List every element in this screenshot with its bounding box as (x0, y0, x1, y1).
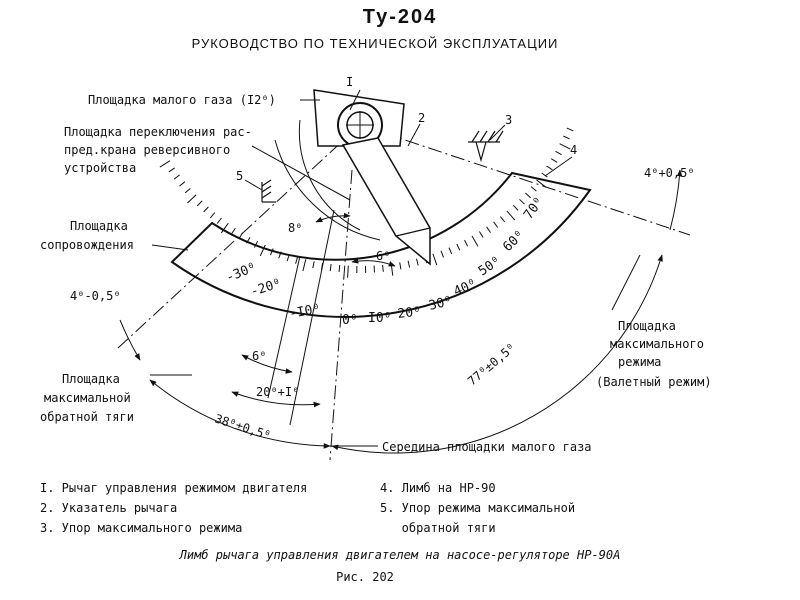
callout-1: I (346, 75, 354, 89)
scale-tick (479, 232, 483, 238)
center-line-left (118, 125, 360, 348)
label-switch-3: устройства (64, 161, 137, 175)
angle-20: 20⁰+I⁰ (256, 385, 300, 399)
scale-tick (303, 259, 306, 271)
legend-item-5b: обратной тяги (380, 521, 496, 535)
scale-tick (507, 211, 515, 220)
scale-tick (408, 261, 410, 268)
callout-3: 3 (505, 113, 513, 127)
callout-4: 4 (570, 143, 578, 157)
scale-tick (513, 205, 518, 210)
angle-left: 4⁰-0,5⁰ (70, 289, 121, 303)
scale-tick (174, 175, 180, 179)
scale-tick (339, 265, 340, 272)
scale-tick (520, 199, 525, 204)
angle-38: 38⁰±0,5⁰ (213, 411, 273, 443)
scale-60: 60⁰ (500, 227, 528, 255)
scale-tick (560, 144, 571, 149)
scale-tick (547, 166, 553, 170)
scale-tick (180, 182, 185, 186)
scale-tick (313, 261, 314, 268)
scale-tick (296, 257, 298, 264)
label-reverse-2: максимальной (44, 391, 131, 405)
scale-tick (417, 259, 419, 266)
figure-number: Рис. 202 (336, 570, 394, 584)
label-max-2: максимального (610, 337, 704, 351)
scale-tick (197, 201, 202, 206)
scale-tick (487, 227, 491, 233)
scale-tick (472, 236, 478, 246)
scale-tick (210, 213, 215, 218)
scale-tick (433, 254, 437, 265)
label-reverse-3: обратной тяги (40, 410, 134, 424)
document-subtitle: РУКОВОДСТВО ПО ТЕХНИЧЕСКОЙ ЭКСПЛУАТАЦИИ (191, 36, 559, 51)
scale-10: I0⁰ (368, 311, 392, 326)
legend-right (380, 478, 575, 538)
lever-pointer (343, 138, 430, 264)
document-title: Ту-204 (362, 6, 438, 28)
label-max-4: (Валетный режим) (596, 375, 712, 389)
legend-item-2: 2. Указатель рычага (40, 501, 178, 515)
label-max-1: Площадка (618, 319, 676, 333)
scale-tick (531, 187, 536, 192)
scale-tick (185, 188, 190, 193)
scale-tick (556, 151, 562, 154)
legend-item-4: 4. Лимб на НР-90 (380, 481, 496, 495)
angle-top-right: 4⁰+0,5⁰ (644, 166, 695, 180)
callout-5: 5 (236, 169, 244, 183)
label-escort-2: сопровождения (40, 238, 134, 252)
label-switch-2: пред.крана реверсивного (64, 143, 231, 157)
legend-item-1: I. Рычаг управления режимом двигателя (40, 481, 308, 495)
scale-tick (449, 248, 452, 254)
legend-item-5: 5. Упор режима максимальной (380, 501, 576, 515)
scale-50: 50⁰ (475, 253, 504, 280)
scale-tick (348, 266, 349, 278)
scale-m20: -20⁰ (248, 276, 284, 300)
label-reverse-1: Площадка (62, 372, 120, 386)
scale-tick (160, 161, 170, 167)
scale-tick (563, 136, 569, 139)
scale-tick (494, 222, 498, 228)
scale-20: 20⁰ (396, 304, 422, 322)
legend-left (40, 478, 307, 538)
scale-m30: -30⁰ (223, 260, 259, 286)
scale-tick (400, 263, 401, 270)
scale-tick (567, 128, 574, 131)
scale-tick (525, 193, 530, 198)
angle-77: 77⁰±0,5⁰ (464, 340, 519, 389)
scale-tick (465, 240, 468, 246)
callout-2: 2 (418, 111, 426, 125)
scale-tick (457, 244, 460, 250)
scale-tick (551, 159, 557, 163)
label-max-3: режима (618, 355, 662, 369)
scale-70: 70⁰ (521, 194, 548, 223)
scale-tick (330, 264, 331, 271)
scale-tick (169, 168, 175, 172)
scale-m10: -I0⁰ (288, 301, 322, 322)
angle-6-upper: 6⁰ (376, 249, 391, 263)
scale-tick (187, 195, 196, 203)
label-idle-platform: Площадка малого газа (I2⁰) (88, 93, 276, 107)
scale-tick (500, 217, 504, 222)
figure-caption: Лимб рычага управления двигателем на насосе-регуляторе НР-90А (179, 548, 621, 562)
scale-0: 0⁰ (342, 313, 358, 328)
scale-tick (204, 207, 209, 212)
angle-8: 8⁰ (288, 221, 303, 235)
scale-tick (232, 228, 236, 234)
reverse-stop (262, 180, 276, 202)
scale-tick (383, 265, 384, 272)
legend-item-3: 3. Упор максимального режима (40, 521, 243, 535)
scale-tick (441, 251, 444, 258)
scale-tick (217, 218, 221, 224)
label-escort-1: Площадка (70, 219, 128, 233)
scale-40: 40⁰ (451, 276, 480, 300)
label-idle-middle: Середина площадки малого газа (382, 440, 592, 454)
scale-30: 30⁰ (427, 293, 454, 314)
angle-6-lower: 6⁰ (252, 349, 267, 363)
label-switch-1: Площадка переключения рас- (64, 125, 252, 139)
max-mode-stop (468, 131, 503, 160)
